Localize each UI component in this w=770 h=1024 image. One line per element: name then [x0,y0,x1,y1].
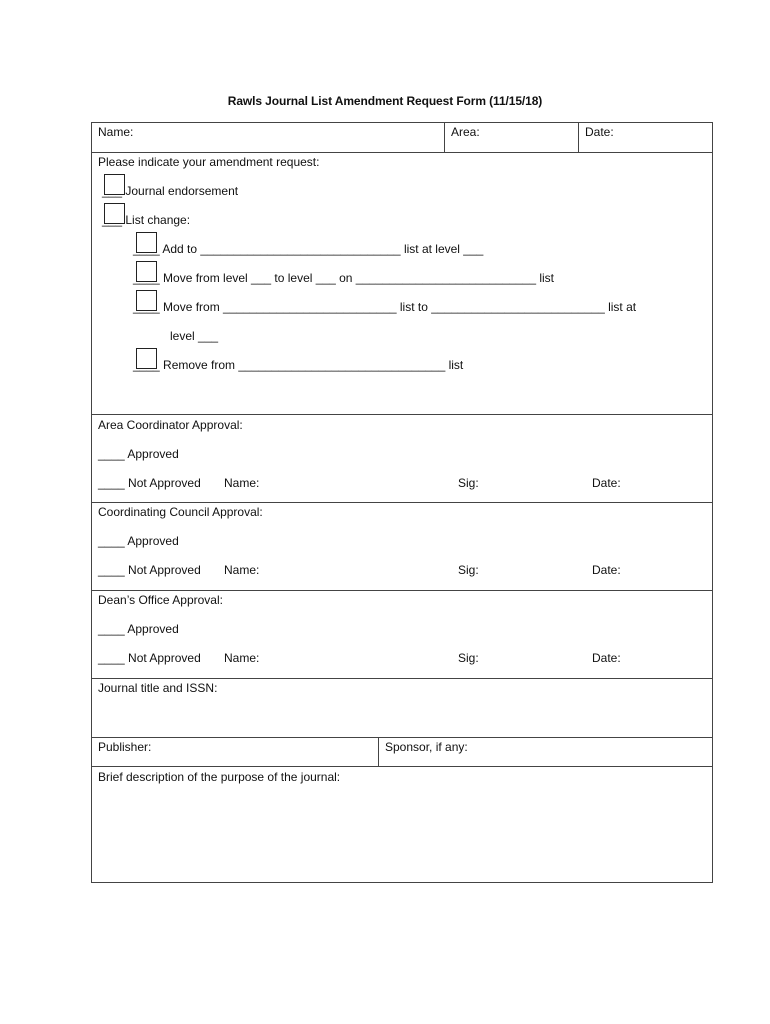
area-coordinator-approved[interactable]: ____ Approved [98,447,179,461]
move-from-line[interactable]: ____ Move from __________________________ list to __________________________ list at [133,300,637,314]
area-coordinator-date[interactable]: Date: [592,476,621,490]
dean-heading: Dean’s Office Approval: [98,593,223,607]
journal-endorsement-label: ___ Journal endorsement [102,184,239,198]
dean-sig[interactable]: Sig: [458,651,479,665]
dean-approved[interactable]: ____ Approved [98,622,179,636]
council-date[interactable]: Date: [592,563,621,577]
form-title: Rawls Journal List Amendment Request Form (11/15/18) [227,94,543,108]
dean-not-approved[interactable]: ____ Not Approved [98,651,201,665]
name-field[interactable]: Name: [98,125,134,139]
amendment-form [91,122,713,883]
divider [92,414,712,415]
divider [92,590,712,591]
column-divider [444,123,445,152]
divider [92,678,712,679]
column-divider [578,123,579,152]
dean-name[interactable]: Name: [224,651,260,665]
divider [92,737,712,738]
divider [92,152,712,153]
council-not-approved[interactable]: ____ Not Approved [98,563,201,577]
dean-date[interactable]: Date: [592,651,621,665]
add-to-line[interactable]: ____ Add to ______________________________ list at level ___ [133,242,484,256]
council-sig[interactable]: Sig: [458,563,479,577]
divider [92,766,712,767]
move-level-line[interactable]: ____ Move from level ___ to level ___ on ___________________________ list [133,271,554,285]
area-coordinator-not-approved[interactable]: ____ Not Approved [98,476,201,490]
publisher-field[interactable]: Publisher: [98,740,152,754]
divider [92,502,712,503]
council-heading: Coordinating Council Approval: [98,505,263,519]
list-change-label: ___ List change: [102,213,191,227]
journal-title-field[interactable]: Journal title and ISSN: [98,681,218,695]
sponsor-field[interactable]: Sponsor, if any: [385,740,468,754]
area-coordinator-sig[interactable]: Sig: [458,476,479,490]
description-field[interactable]: Brief description of the purpose of the journal: [98,770,341,784]
area-coordinator-heading: Area Coordinator Approval: [98,418,243,432]
council-approved[interactable]: ____ Approved [98,534,179,548]
remove-from-line[interactable]: ____ Remove from _______________________________ list [133,358,464,372]
request-prompt: Please indicate your amendment request: [98,155,320,169]
area-coordinator-name[interactable]: Name: [224,476,260,490]
date-field[interactable]: Date: [585,125,614,139]
area-field[interactable]: Area: [451,125,480,139]
move-from-level-line[interactable]: level ___ [170,329,219,343]
column-divider [378,737,379,766]
council-name[interactable]: Name: [224,563,260,577]
